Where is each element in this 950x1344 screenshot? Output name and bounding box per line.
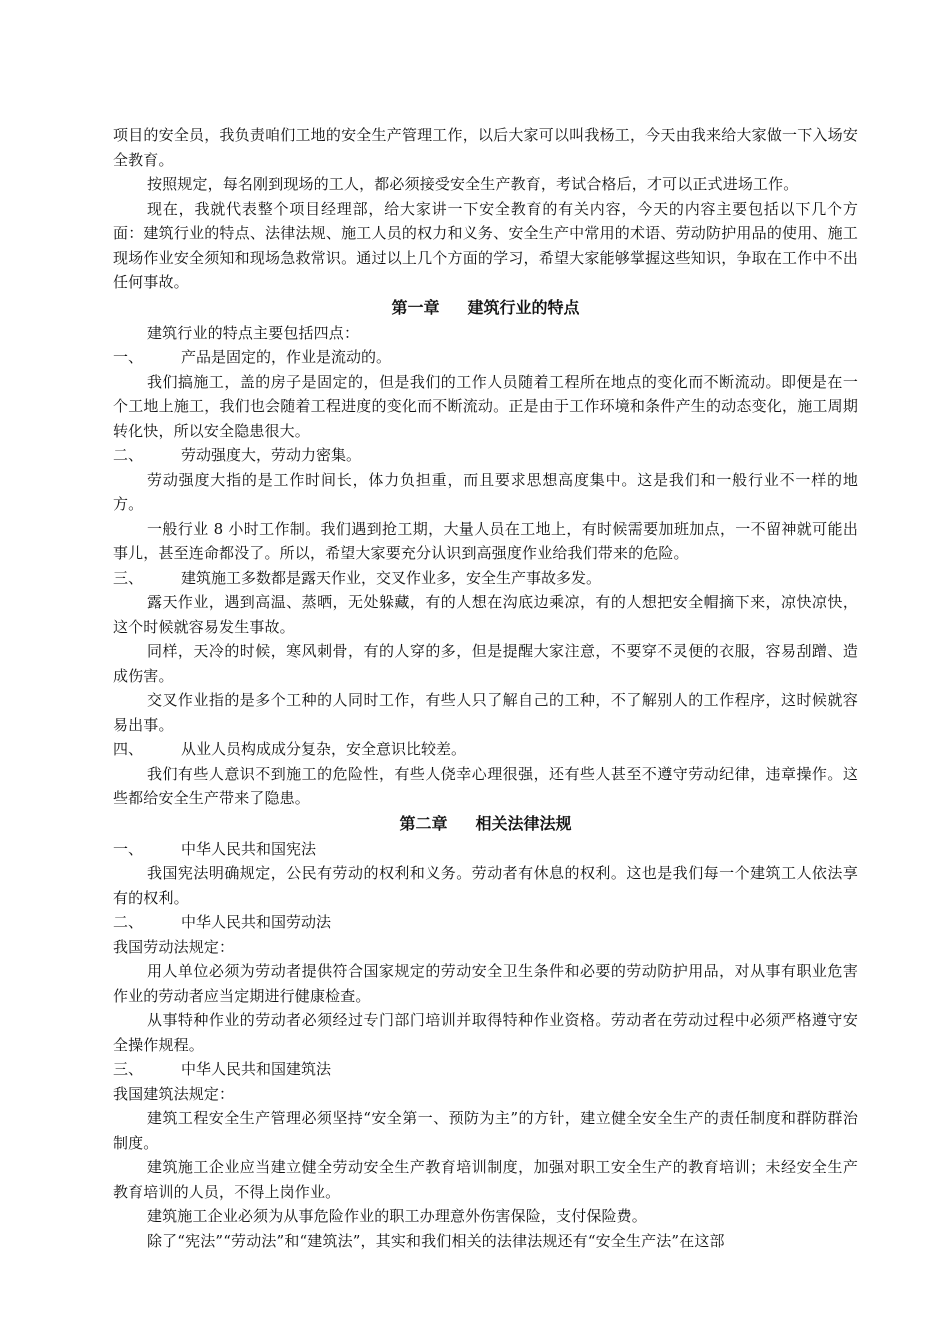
document-page <box>113 123 858 1253</box>
section-number: 二、 <box>113 446 144 464</box>
intro-paragraph-1: 项目的安全员，我负责咱们工地的安全生产管理工作，以后大家可以叫我杨工，今天由我来给大家做一下入场安全教育。 <box>113 126 858 169</box>
chapter-1-heading <box>113 295 858 321</box>
section-heading <box>113 443 858 468</box>
section-heading <box>113 345 858 370</box>
body-paragraph: 建筑施工企业应当建立健全劳动安全生产教育培训制度，加强对职工安全生产的教育培训；未经安全生产教育培训的人员，不得上岗作业。 <box>113 1158 858 1201</box>
chapter-1-label: 第一章 <box>391 297 440 317</box>
body-paragraph: 建筑施工企业必须为从事危险作业的职工办理意外伤害保险，支付保险费。 <box>147 1207 647 1225</box>
section-lead: 我国建筑法规定： <box>113 1084 235 1103</box>
section-title: 劳动强度大，劳动力密集。 <box>181 446 362 464</box>
section-number: 一、 <box>113 348 144 366</box>
intro-paragraph-2: 按照规定，每名刚到现场的工人，都必须接受安全生产教育，考试合格后，才可以正式进场工作。 <box>147 175 799 193</box>
body-paragraph: 我们搞施工，盖的房子是固定的，但是我们的工作人员随着工程所在地点的变化而不断流动。即便是在一个工地上施工，我们也会随着工程进度的变化而不断流动。正是由于工作环境和条件产生的动态变化，施工周期转化快，所以安全隐患很大。 <box>113 372 858 440</box>
body-paragraph: 交叉作业指的是多个工种的人同时工作，有些人只了解自己的工种，不了解别人的工作程序，这时候就容易出事。 <box>113 691 858 734</box>
section-number: 四、 <box>113 740 144 758</box>
section-heading <box>113 566 858 591</box>
section-number: 三、 <box>113 568 144 587</box>
section-title: 中华人民共和国劳动法 <box>181 913 332 931</box>
section-title: 中华人民共和国宪法 <box>181 839 317 858</box>
body-paragraph: 我们有些人意识不到施工的危险性，有些人侥幸心理很强，还有些人甚至不遵守劳动纪律，违章操作。这些都给安全生产带来了隐患。 <box>113 764 858 807</box>
body-paragraph: 除了“宪法”“劳动法”和“建筑法”，其实和我们相关的法律法规还有“安全生产法”在这部 <box>147 1231 725 1250</box>
body-paragraph: 从事特种作业的劳动者必须经过专门部门培训并取得特种作业资格。劳动者在劳动过程中必须严格遵守安全操作规程。 <box>113 1011 858 1054</box>
intro-paragraph-3: 现在，我就代表整个项目经理部，给大家讲一下安全教育的有关内容，今天的内容主要包括以下几个方面：建筑行业的特点、法律法规、施工人员的权力和义务、安全生产中常用的术语、劳动防护用品的使用、施工现场作业安全须知和现场急救常识。通过以上几个方面的学习，希望大家能够掌握这些知识，争取在工作中不出任何事故。 <box>113 199 858 291</box>
section-title: 中华人民共和国建筑法 <box>181 1060 332 1078</box>
section-number: 二、 <box>113 913 144 931</box>
chapter-1-lead: 建筑行业的特点主要包括四点： <box>147 323 360 342</box>
section-lead: 我国劳动法规定： <box>113 937 235 956</box>
body-paragraph: 建筑工程安全生产管理必须坚持“安全第一、预防为主”的方针，建立健全安全生产的责任制度和群防群治制度。 <box>113 1109 858 1152</box>
chapter-2-heading <box>113 811 858 837</box>
section-heading <box>113 910 858 935</box>
chapter-2-title: 相关法律法规 <box>475 813 572 833</box>
section-heading <box>113 1057 858 1082</box>
section-heading <box>113 837 858 862</box>
body-paragraph: 一般行业 8 小时工作制。我们遇到抢工期，大量人员在工地上，有时候需要加班加点，一不留神就可能出事儿，甚至连命都没了。所以，希望大家要充分认识到高强度作业给我们带来的危险。 <box>113 519 858 562</box>
body-paragraph: 用人单位必须为劳动者提供符合国家规定的劳动安全卫生条件和必要的劳动防护用品，对从事有职业危害作业的劳动者应当定期进行健康检查。 <box>113 962 858 1005</box>
section-number: 三、 <box>113 1060 144 1078</box>
chapter-2-label: 第二章 <box>399 813 448 833</box>
body-paragraph: 我国宪法明确规定，公民有劳动的权利和义务。劳动者有休息的权利。这也是我们每一个建筑工人依法享有的权利。 <box>113 864 858 907</box>
body-paragraph: 露天作业，遇到高温、蒸晒，无处躲藏，有的人想在沟底边乘凉，有的人想把安全帽摘下来，凉快凉快，这个时候就容易发生事故。 <box>113 593 858 636</box>
section-title: 从业人员构成成分复杂，安全意识比较差。 <box>181 740 467 758</box>
body-paragraph: 劳动强度大指的是工作时间长，体力负担重，而且要求思想高度集中。这是我们和一般行业不一样的地方。 <box>113 470 858 513</box>
chapter-1-title: 建筑行业的特点 <box>467 297 580 317</box>
section-title: 产品是固定的，作业是流动的。 <box>181 348 392 366</box>
section-heading <box>113 737 858 762</box>
section-title: 建筑施工多数都是露天作业，交叉作业多，安全生产事故多发。 <box>181 568 602 587</box>
section-number: 一、 <box>113 839 144 858</box>
body-paragraph: 同样，天冷的时候，寒风刺骨，有的人穿的多，但是提醒大家注意，不要穿不灵便的衣服，容易刮蹭、造成伤害。 <box>113 642 858 685</box>
